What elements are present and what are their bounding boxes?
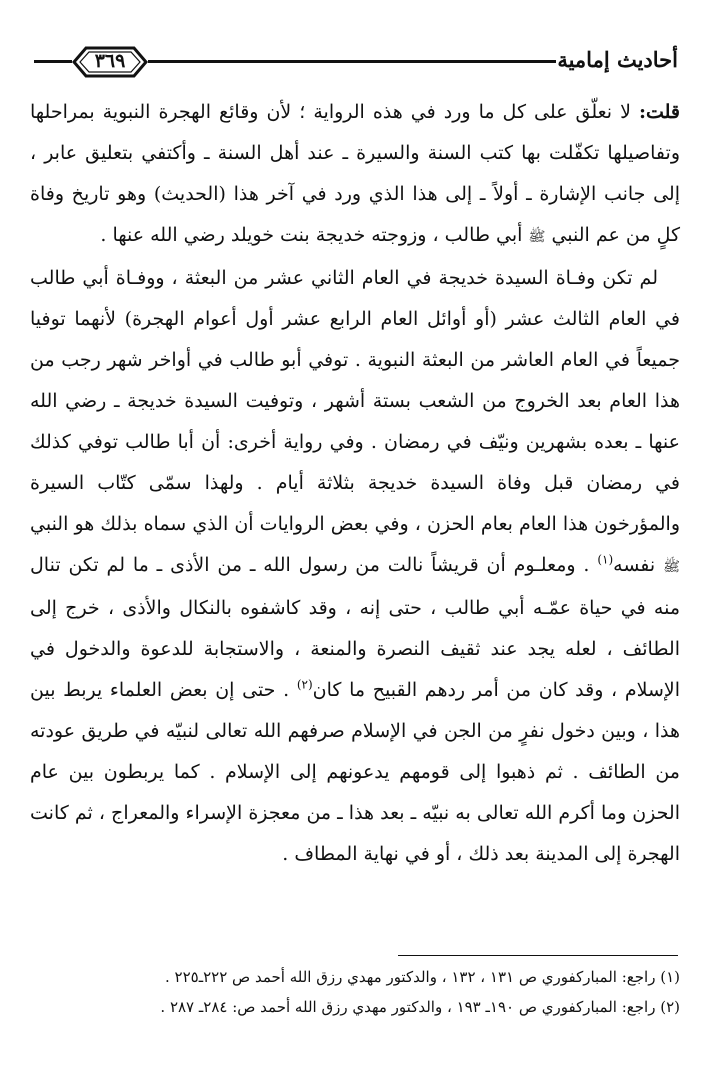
- paragraph-2-text-2: نفسه: [613, 554, 656, 576]
- salla-glyph: ﷺ: [528, 229, 546, 245]
- footnote-ref-2[interactable]: (٢): [296, 677, 313, 692]
- paragraph-1-text-end: أبي طالب ، وزوجته خديجة بنت خويلد رضي الله عنها .: [100, 224, 523, 246]
- paragraph-2-text-3: . ومعلـوم أن قريشاً نالت من رسول الله ـ من الأذى ـ ما لم تكن تنال منه في حياة عمّـه أبي طالب ، حتى إنه ، وقد كاشفوه بالنكال والأذى ، خرج إلى الطائف ، لعله يجد عند ثقيف النصرة والمنعة ، والاستجابة للدعوة والدخول في الإسلام ، وقد كان من أمر ردهم القبيح ما كان: [30, 554, 680, 701]
- main-text: [30, 92, 680, 875]
- paragraph-1-text: لا نعلّق على كل ما ورد في هذه الرواية ؛ لأن وقائع الهجرة النبوية بمراحلها وتفاصيلها تكفّلت بها كتب السنة والسيرة ـ عند أهل السنة ـ وأكتفي بتعليق عابر ، إلى جانب الإشارة ـ أولاً ـ إلى هذا الذي ورد في آخر هذا (الحديث) وهو تاريخ وفاة كلٍ من عم النبي: [30, 101, 680, 246]
- salla-glyph-2: ﷺ: [663, 559, 680, 575]
- paragraph-2: [30, 258, 680, 875]
- page-number: ٣٦٩: [94, 50, 126, 72]
- footnote-1: (١) راجع: المباركفوري ص ١٣١ ، ١٣٢ ، والدكتور مهدي رزق الله أحمد ص ٢٢٢ـ٢٢٥ .: [164, 968, 680, 986]
- paragraph-lead: قلت:: [638, 101, 681, 123]
- footnote-2: (٢) راجع: المباركفوري ص ١٩٠ـ ١٩٣ ، والدكتور مهدي رزق الله أحمد ص: ٢٨٤ـ ٢٨٧ .: [160, 998, 680, 1016]
- paragraph-2-text-1: لم تكن وفـاة السيدة خديجة في العام الثاني عشر من البعثة ، ووفـاة أبي طالب في العام الثالث عشر (أو أوائل العام الرابع عشر أول أعوام الهجرة) لأنهما توفيا جميعاً في العام العاشر من البعثة النبوية . توفي أبو طالب في أواخر شهر رجب من هذا العام بعد الخروج من الشعب بستة أشهر ، وتوفيت السيدة خديجة ـ رضي الله عنها ـ بعده بشهرين ونيّف في رمضان . وفي رواية أخرى: أن أبا طالب توفي كذلك في رمضان قبل وفاة السيدة خديجة بثلاثة أيام . ولهذا سمّى كتّاب السيرة والمؤرخون هذا العام بعام الحزن ، وفي بعض الروايات أن الذي سماه بذلك هو النبي: [30, 267, 680, 535]
- footnote-divider: [398, 955, 678, 956]
- header-rule-left: [34, 60, 72, 63]
- paragraph-1: [30, 92, 680, 258]
- footnotes: [30, 962, 680, 1022]
- running-title: أحاديث إمامية: [557, 47, 678, 72]
- page-number-badge: [72, 44, 148, 80]
- header-rule: [148, 60, 556, 63]
- paragraph-2-text-4: . حتى إن بعض العلماء يربط بين هذا ، وبين دخول نفرٍ من الجن في الإسلام صرفهم الله تعالى لنبيّه في طريق عودته من الطائف . ثم ذهبوا إلى قومهم يدعونهم إلى الإسلام . كما يربطون بين عام الحزن وما أكرم الله تعالى به نبيّه ـ بعد هذا ـ من معجزة الإسراء والمعراج ، ثم كانت الهجرة إلى المدينة بعد ذلك ، أو في نهاية المطاف .: [30, 679, 680, 865]
- footnote-ref-1[interactable]: (١): [597, 552, 614, 567]
